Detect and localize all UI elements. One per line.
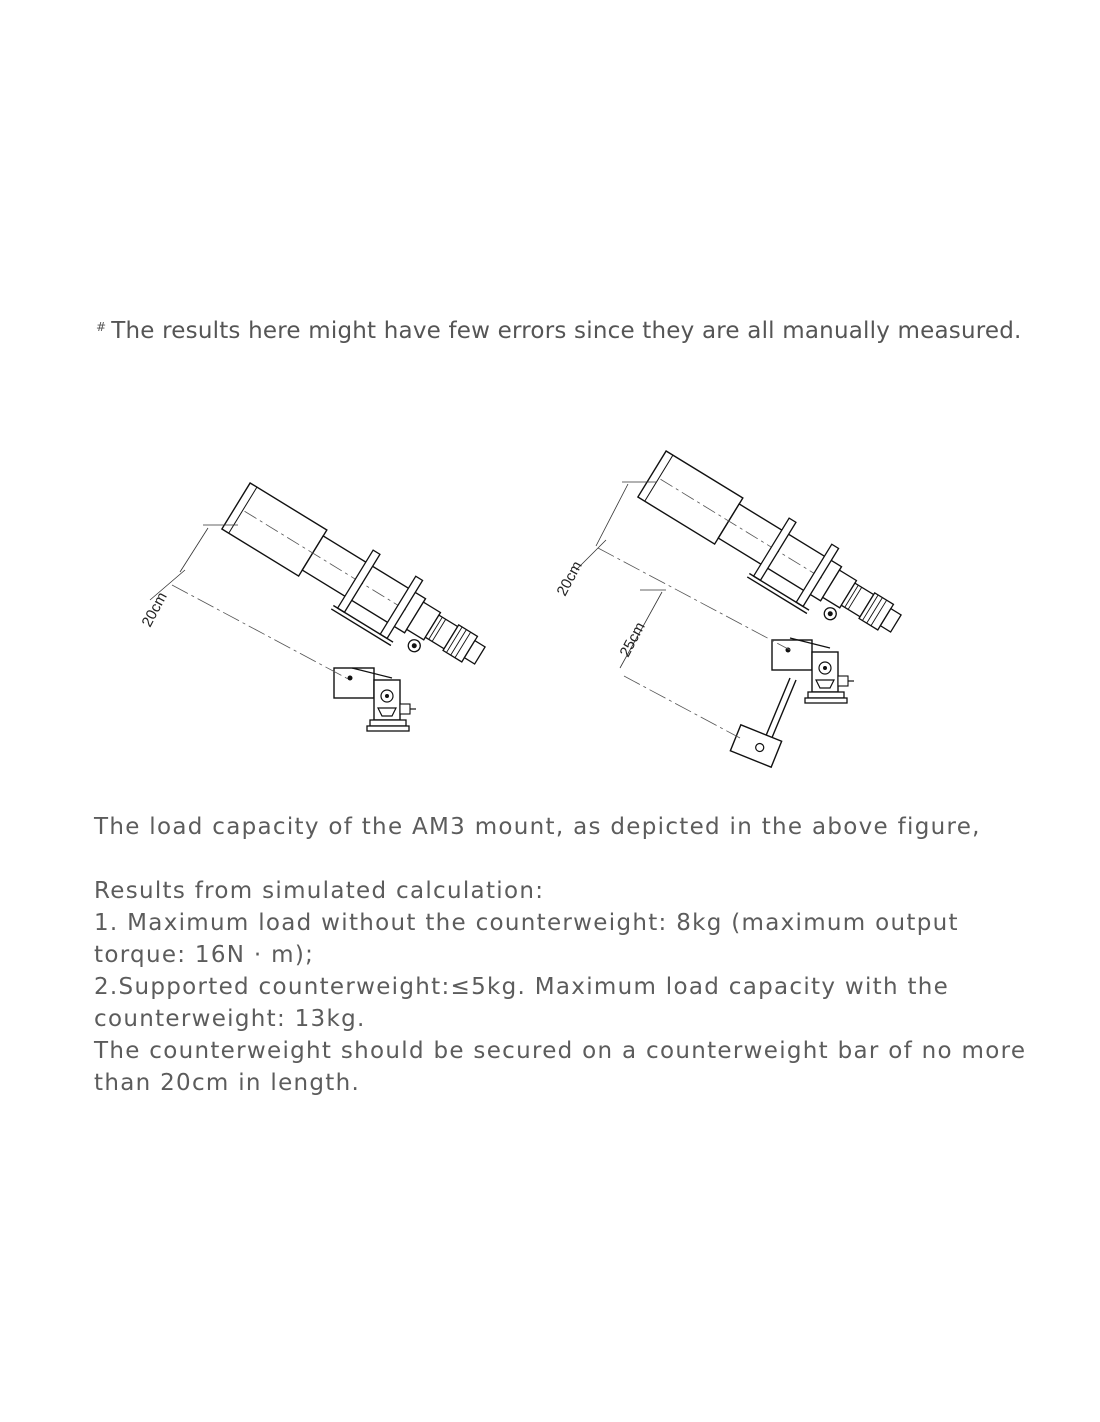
right-dimension-25cm: 25cm (616, 619, 649, 660)
intro-text: The load capacity of the AM3 mount, as depicted in the above figure, (94, 814, 981, 840)
right-assembly (554, 445, 914, 767)
left-assembly (139, 477, 498, 731)
right-dimension-20cm: 20cm (553, 558, 586, 599)
result-line-1: 1. Maximum load without the counterweight: 8kg (maximum output torque: 16N · m); (94, 910, 959, 968)
measurement-note (96, 318, 1022, 344)
note-text: The results here might have few errors since they are all manually measured. (111, 318, 1022, 344)
results-heading: Results from simulated calculation: (94, 878, 545, 904)
left-dimension-20cm: 20cm (138, 589, 171, 630)
result-line-3: The counterweight should be secured on a counterweight bar of no more than 20cm in length. (94, 1038, 1027, 1096)
telescope-diagram-svg (0, 440, 1100, 780)
telescope-diagram (0, 440, 1100, 780)
results-section (94, 875, 1034, 1099)
note-mark: # (96, 320, 107, 334)
result-line-2: 2.Supported counterweight:≤5kg. Maximum load capacity with the counterweight: 13kg. (94, 974, 950, 1032)
intro-paragraph (94, 811, 1034, 843)
